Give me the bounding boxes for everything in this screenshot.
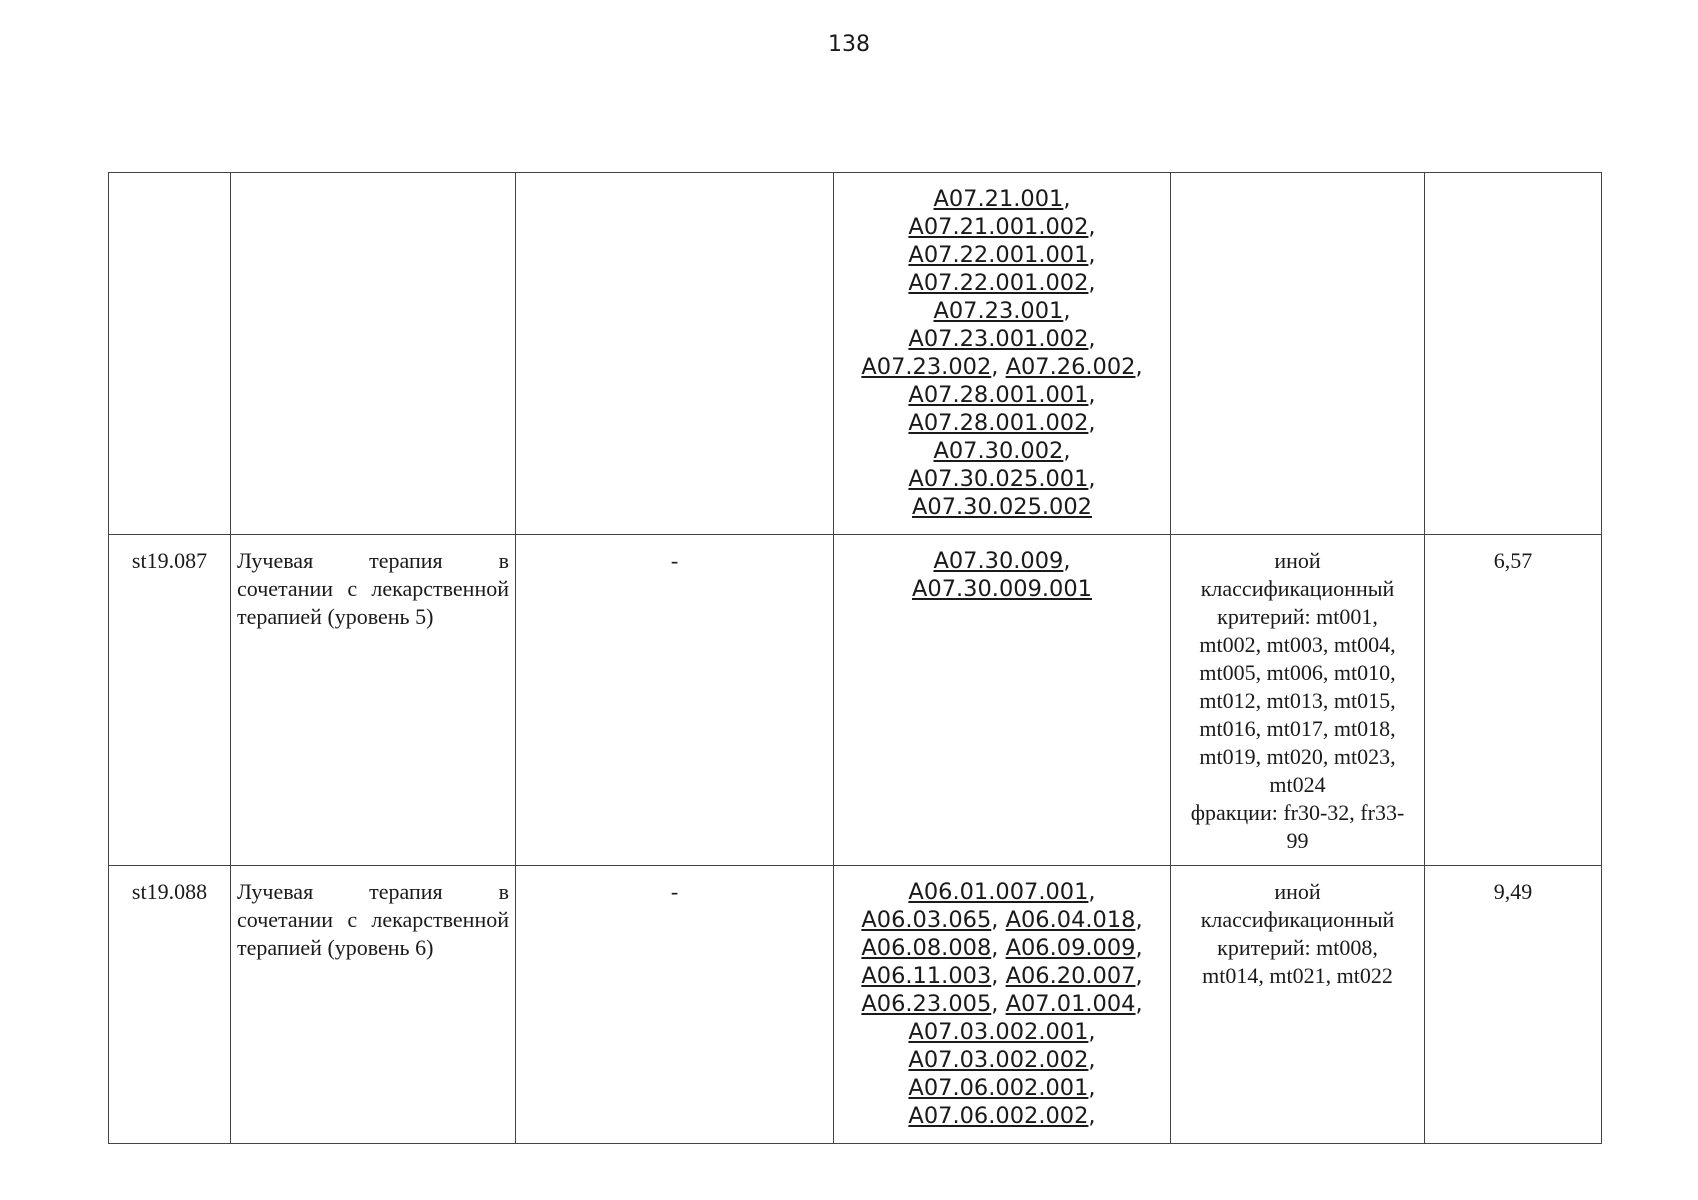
service-code-link[interactable]: A07.06.002.002 — [908, 1103, 1089, 1129]
criteria-line: фракции: fr30-32, fr33- — [1190, 800, 1405, 825]
service-code-line: A07.22.001.001, — [908, 242, 1096, 268]
service-code-link[interactable]: A06.11.003 — [861, 963, 992, 989]
diagnosis-cell — [516, 173, 834, 535]
criteria-line: 99 — [1286, 828, 1309, 853]
coefficient-value: 9,49 — [1493, 879, 1533, 904]
service-code-list — [840, 878, 1164, 1130]
service-code-line — [840, 575, 1164, 603]
coefficient-cell — [1425, 866, 1602, 1144]
service-code-link[interactable]: A07.30.025.001 — [908, 466, 1089, 492]
criteria-list — [1177, 878, 1418, 990]
ksg-code: st19.087 — [131, 548, 208, 573]
service-code-line: A07.23.001, — [933, 298, 1071, 324]
ksg-code: st19.088 — [131, 879, 208, 904]
service-code-link[interactable]: A07.30.009 — [933, 548, 1064, 574]
services-cell — [834, 173, 1171, 535]
service-code-link[interactable]: A06.04.018 — [1005, 907, 1136, 933]
criteria-cell — [1171, 535, 1425, 866]
criteria-line: mt014, mt021, mt022 — [1202, 963, 1393, 988]
diagnosis-code: - — [670, 879, 679, 904]
criteria-line: иной — [1274, 879, 1321, 904]
service-code-link[interactable]: A07.22.001.002 — [908, 270, 1089, 296]
criteria-list — [1177, 547, 1418, 855]
service-code-link[interactable]: A06.01.007.001 — [908, 879, 1089, 905]
service-code-line: A07.03.002.001, — [908, 1019, 1096, 1045]
service-code-link[interactable]: A07.22.001.001 — [908, 242, 1089, 268]
service-code-line: A07.03.002.002, — [908, 1047, 1096, 1073]
service-code-link[interactable]: A07.28.001.002 — [908, 410, 1089, 436]
ksg-name-cell — [231, 866, 516, 1144]
service-code-line: A06.01.007.001, — [908, 879, 1096, 905]
service-code-line: A07.22.001.002, — [908, 270, 1096, 296]
table-row — [109, 173, 1602, 535]
service-code-list — [840, 547, 1164, 603]
criteria-line: mt016, mt017, mt018, — [1199, 716, 1396, 741]
service-code-link[interactable]: A07.23.001.002 — [908, 326, 1089, 352]
service-code-link[interactable]: A07.03.002.002 — [908, 1047, 1089, 1073]
table-row — [109, 535, 1602, 866]
criteria-line: иной — [1274, 548, 1321, 573]
service-code-link[interactable]: A07.06.002.001 — [908, 1075, 1089, 1101]
service-code-link[interactable]: A06.03.065 — [861, 907, 992, 933]
service-code-line: A07.30.009, — [933, 548, 1071, 574]
ksg-name-cell — [231, 535, 516, 866]
service-code-link[interactable]: A06.09.009 — [1005, 935, 1136, 961]
service-code-line: A06.08.008, A06.09.009, — [861, 935, 1143, 961]
ksg-code-cell — [109, 866, 231, 1144]
service-code-link[interactable]: A07.26.002 — [1005, 354, 1136, 380]
service-code-link[interactable]: A07.30.025.002 — [912, 494, 1092, 520]
page-number: 138 — [828, 32, 870, 57]
service-code-link[interactable]: A07.28.001.001 — [908, 382, 1089, 408]
tariff-table — [108, 172, 1602, 1144]
service-code-line: A06.11.003, A06.20.007, — [861, 963, 1143, 989]
service-code-line: A07.30.002, — [933, 438, 1071, 464]
criteria-cell — [1171, 173, 1425, 535]
table-body — [109, 173, 1602, 1144]
service-code-line — [840, 493, 1164, 521]
service-code-link[interactable]: A06.20.007 — [1005, 963, 1136, 989]
diagnosis-cell — [516, 866, 834, 1144]
criteria-line: классификационный — [1200, 576, 1395, 601]
service-code-link[interactable]: A06.08.008 — [861, 935, 992, 961]
service-code-link[interactable]: A07.03.002.001 — [908, 1019, 1089, 1045]
service-code-line: A07.30.025.001, — [908, 466, 1096, 492]
ksg-code-cell — [109, 535, 231, 866]
criteria-line: mt012, mt013, mt015, — [1199, 688, 1396, 713]
diagnosis-cell — [516, 535, 834, 866]
service-code-list — [840, 185, 1164, 521]
criteria-line: mt005, mt006, mt010, — [1199, 660, 1396, 685]
criteria-line: критерий: mt008, — [1217, 935, 1378, 960]
criteria-line: mt002, mt003, mt004, — [1199, 632, 1396, 657]
service-code-link[interactable]: A07.01.004 — [1005, 991, 1136, 1017]
service-code-link[interactable]: A07.23.001 — [933, 298, 1064, 324]
service-code-link[interactable]: A07.30.009.001 — [912, 576, 1092, 602]
service-code-line: A06.23.005, A07.01.004, — [861, 991, 1143, 1017]
criteria-line: классификационный — [1200, 907, 1395, 932]
service-code-line: A07.21.001, — [933, 186, 1071, 212]
service-code-line: A07.06.002.001, — [908, 1075, 1096, 1101]
service-code-line: A07.06.002.002, — [908, 1103, 1096, 1129]
service-code-line: A07.28.001.001, — [908, 382, 1096, 408]
service-code-link[interactable]: A06.23.005 — [861, 991, 992, 1017]
coefficient-value: 6,57 — [1493, 548, 1533, 573]
diagnosis-code: - — [670, 548, 679, 573]
service-code-line: A07.23.002, A07.26.002, — [861, 354, 1143, 380]
service-code-line: A06.03.065, A06.04.018, — [861, 907, 1143, 933]
service-code-line: A07.21.001.002, — [908, 214, 1096, 240]
service-code-line: A07.23.001.002, — [908, 326, 1096, 352]
criteria-line: mt024 — [1269, 772, 1326, 797]
service-code-link[interactable]: A07.21.001.002 — [908, 214, 1089, 240]
ksg-name-cell — [231, 173, 516, 535]
ksg-name: Лучевая терапия в сочетании с лекарственной терапией (уровень 5) — [237, 548, 509, 629]
service-code-link[interactable]: A07.21.001 — [933, 186, 1064, 212]
ksg-name: Лучевая терапия в сочетании с лекарственной терапией (уровень 6) — [237, 879, 509, 960]
criteria-line: mt019, mt020, mt023, — [1199, 744, 1396, 769]
coefficient-cell — [1425, 535, 1602, 866]
coefficient-cell — [1425, 173, 1602, 535]
service-code-line: A07.28.001.002, — [908, 410, 1096, 436]
service-code-link[interactable]: A07.30.002 — [933, 438, 1064, 464]
table-row — [109, 866, 1602, 1144]
services-cell — [834, 866, 1171, 1144]
criteria-cell — [1171, 866, 1425, 1144]
services-cell — [834, 535, 1171, 866]
service-code-link[interactable]: A07.23.002 — [861, 354, 992, 380]
ksg-code-cell — [109, 173, 231, 535]
criteria-line: критерий: mt001, — [1217, 604, 1378, 629]
